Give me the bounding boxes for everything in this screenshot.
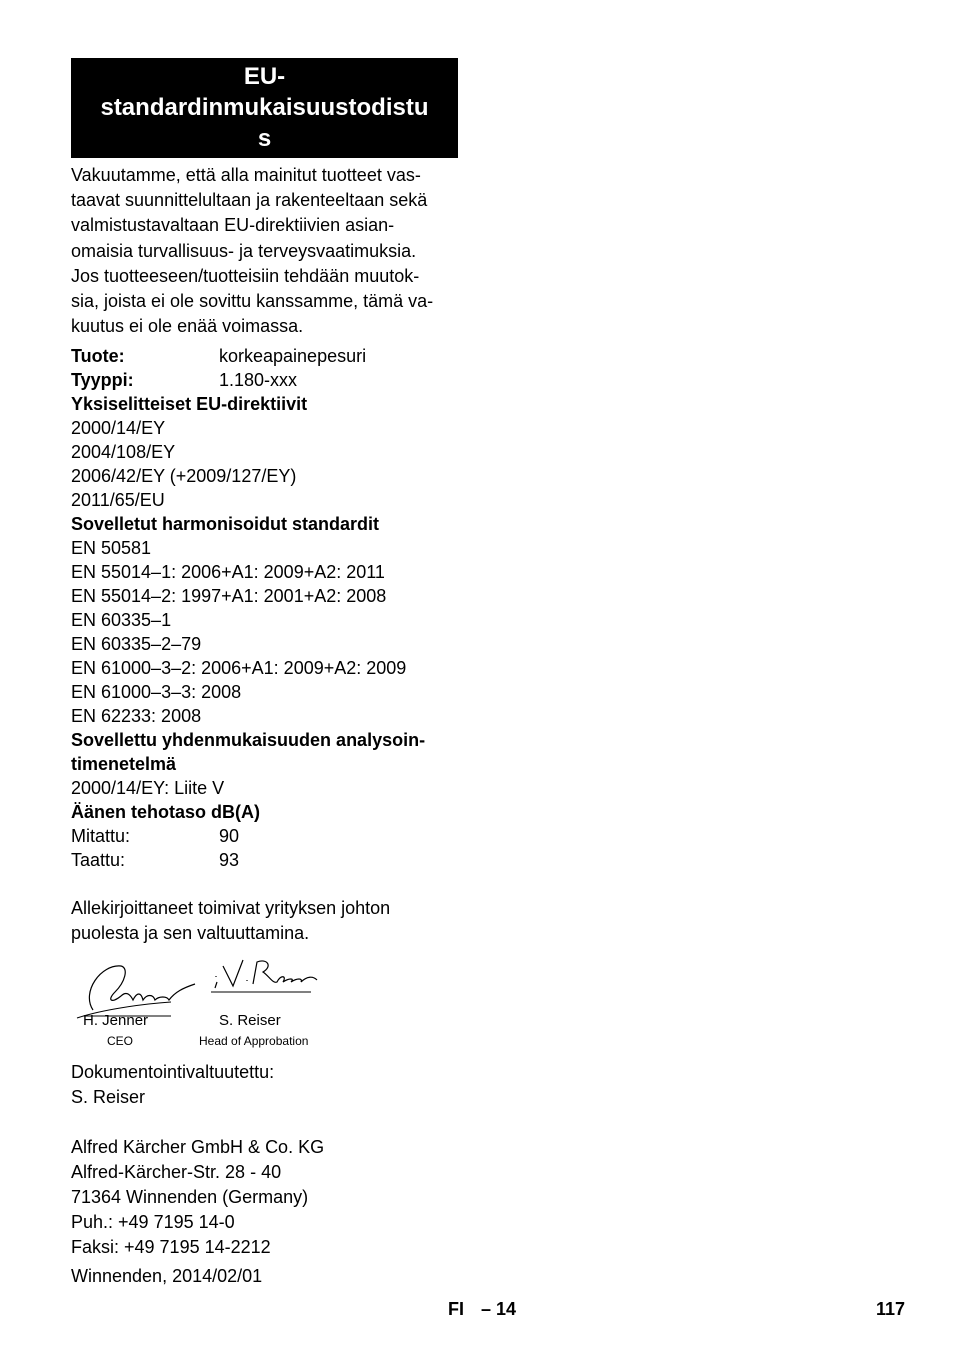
intro-line: valmistustavaltaan EU-direktiivien asian- bbox=[71, 215, 395, 236]
footer-section bbox=[448, 1299, 516, 1320]
directive-item: 2006/42/EY (+2009/127/EY) bbox=[71, 466, 297, 487]
standard-item: EN 60335–1 bbox=[71, 610, 172, 631]
intro-line: kuutus ei ole enää voimassa. bbox=[71, 316, 304, 337]
specification-block bbox=[71, 344, 471, 872]
signatory-name: H. Jenner bbox=[83, 1012, 149, 1030]
declaration-title bbox=[71, 58, 458, 158]
standard-item: EN 55014–1: 2006+A1: 2009+A2: 2011 bbox=[71, 562, 385, 583]
intro-line: sia, joista ei ole sovittu kanssamme, tämä va- bbox=[71, 291, 434, 312]
type-row bbox=[71, 368, 471, 392]
title-line: EU- bbox=[243, 63, 286, 90]
intro-line: omaisia turvallisuus- ja terveysvaatimuksia. bbox=[71, 240, 417, 261]
documentation-name: S. Reiser bbox=[71, 1087, 146, 1108]
directives-heading: Yksiselitteiset EU-direktiivit bbox=[71, 394, 308, 415]
signatory-role: Head of Approbation bbox=[199, 1034, 309, 1049]
type-value: 1.180-xxx bbox=[219, 370, 298, 391]
address-line: 71364 Winnenden (Germany) bbox=[71, 1187, 309, 1208]
sound-measured-value: 90 bbox=[219, 826, 240, 847]
sound-heading: Äänen tehotaso dB(A) bbox=[71, 802, 260, 823]
directive-item: 2000/14/EY bbox=[71, 418, 166, 439]
intro-line: taavat suunnittelultaan ja rakenteeltaan sekä bbox=[71, 190, 428, 211]
standard-item: EN 60335–2–79 bbox=[71, 634, 202, 655]
intro-line: Vakuutamme, että alla mainitut tuotteet vas- bbox=[71, 165, 421, 185]
signature-statement-line: Allekirjoittaneet toimivat yrityksen johton bbox=[71, 898, 391, 919]
signature-jenner bbox=[71, 946, 201, 1056]
page-number: 117 bbox=[876, 1299, 906, 1319]
conformity-value: 2000/14/EY: Liite V bbox=[71, 778, 225, 799]
signatory-name: S. Reiser bbox=[219, 1012, 281, 1030]
documentation-label: Dokumentointivaltuutettu: bbox=[71, 1062, 275, 1083]
directive-item: 2004/108/EY bbox=[71, 442, 176, 463]
conformity-heading: Sovellettu yhdenmukaisuuden analysoin- bbox=[71, 730, 426, 751]
signatory-role: CEO bbox=[107, 1034, 134, 1049]
standard-item: EN 62233: 2008 bbox=[71, 706, 202, 727]
sound-guaranteed-label: Taattu: bbox=[71, 850, 126, 871]
product-label: Tuote: bbox=[71, 346, 125, 367]
address-block bbox=[71, 1135, 471, 1260]
standards-heading: Sovelletut harmonisoidut standardit bbox=[71, 514, 380, 535]
conformity-heading: timenetelmä bbox=[71, 754, 177, 775]
signature-statement bbox=[71, 896, 471, 946]
signatures bbox=[71, 946, 471, 1060]
place-date: Winnenden, 2014/02/01 bbox=[71, 1266, 263, 1287]
signature-statement-line: puolesta ja sen valtuuttamina. bbox=[71, 923, 310, 944]
signature-reiser bbox=[199, 946, 339, 1056]
footer-section-page: – 14 bbox=[481, 1299, 517, 1319]
address-line: Faksi: +49 7195 14-2212 bbox=[71, 1237, 271, 1258]
intro-line: Jos tuotteeseen/tuotteisiin tehdään muutok- bbox=[71, 265, 420, 286]
sound-measured-label: Mitattu: bbox=[71, 826, 131, 847]
sound-guaranteed-value: 93 bbox=[219, 850, 240, 871]
standard-item: EN 55014–2: 1997+A1: 2001+A2: 2008 bbox=[71, 586, 387, 607]
title-line: standardinmukaisuustodistu bbox=[100, 94, 429, 121]
standard-item: EN 61000–3–3: 2008 bbox=[71, 682, 242, 703]
title-line: s bbox=[257, 125, 272, 152]
documentation-block bbox=[71, 1060, 471, 1110]
type-label: Tyyppi: bbox=[71, 370, 134, 391]
standard-item: EN 61000–3–2: 2006+A1: 2009+A2: 2009 bbox=[71, 658, 407, 679]
directive-item: 2011/65/EU bbox=[71, 490, 165, 511]
standard-item: EN 50581 bbox=[71, 538, 152, 559]
intro-paragraph bbox=[71, 163, 463, 339]
address-line: Alfred-Kärcher-Str. 28 - 40 bbox=[71, 1162, 282, 1183]
sound-guaranteed-row bbox=[71, 848, 471, 872]
address-line: Puh.: +49 7195 14-0 bbox=[71, 1212, 235, 1233]
footer-language: FI bbox=[448, 1299, 464, 1319]
address-line: Alfred Kärcher GmbH & Co. KG bbox=[71, 1137, 325, 1158]
product-row bbox=[71, 344, 471, 368]
sound-measured-row bbox=[71, 824, 471, 848]
declaration-column bbox=[71, 58, 471, 1289]
product-value: korkeapainepesuri bbox=[219, 346, 367, 367]
